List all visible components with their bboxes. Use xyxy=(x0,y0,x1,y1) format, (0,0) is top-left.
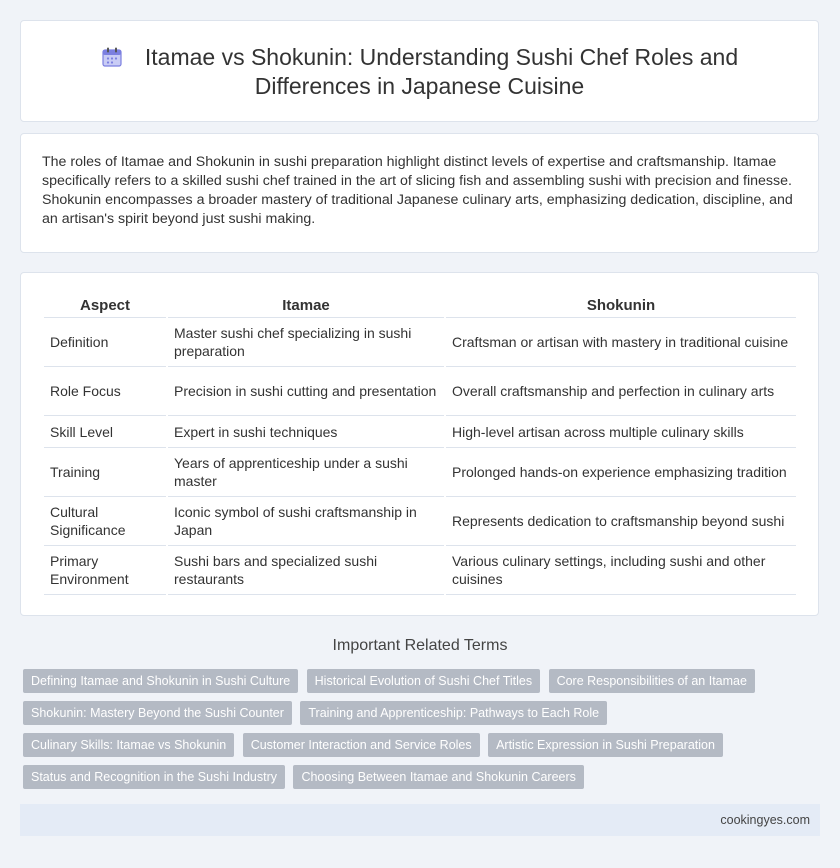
table-cell: Precision in sushi cutting and presentation xyxy=(168,367,444,416)
table-row xyxy=(44,367,796,416)
header-itamae: Itamae xyxy=(168,294,444,318)
title-card xyxy=(20,20,819,122)
table-cell: Training xyxy=(44,448,166,497)
related-term-tag[interactable]: Core Responsibilities of an Itamae xyxy=(549,669,755,693)
calendar-icon xyxy=(101,46,123,68)
page-title xyxy=(21,43,818,101)
related-term-tag[interactable]: Customer Interaction and Service Roles xyxy=(243,733,480,757)
table-cell: Master sushi chef specializing in sushi preparation xyxy=(168,318,444,367)
related-terms-title: Important Related Terms xyxy=(332,637,508,654)
table-cell: Years of apprenticeship under a sushi master xyxy=(168,448,444,497)
table-cell: Various culinary settings, including sushi and other cuisines xyxy=(446,546,796,595)
table-cell: High-level artisan across multiple culinary skills xyxy=(446,416,796,448)
table-cell: Sushi bars and specialized sushi restaurants xyxy=(168,546,444,595)
table-cell: Expert in sushi techniques xyxy=(168,416,444,448)
table-cell: Role Focus xyxy=(44,367,166,416)
intro-text: The roles of Itamae and Shokunin in sushi preparation highlight distinct levels of expertise and craftsmanship. Itamae specifically refers to a skilled sushi chef trained in the art of slicing fish and assembling sushi with precision and finesse. Shokunin encompasses a broader mastery of traditional Japanese culinary arts, emphasizing dedication, discipline, and an artisan's spirit beyond just sushi making. xyxy=(42,154,793,227)
table-cell: Iconic symbol of sushi craftsmanship in Japan xyxy=(168,497,444,546)
table-cell: Prolonged hands-on experience emphasizing tradition xyxy=(446,448,796,497)
header-aspect: Aspect xyxy=(44,294,166,318)
table-cell: Skill Level xyxy=(44,416,166,448)
related-term-tag[interactable]: Choosing Between Itamae and Shokunin Careers xyxy=(293,765,583,789)
comparison-table xyxy=(42,294,798,595)
table-row xyxy=(44,448,796,497)
related-term-tag[interactable]: Status and Recognition in the Sushi Industry xyxy=(23,765,285,789)
comparison-card xyxy=(20,272,819,616)
related-term-tag[interactable]: Shokunin: Mastery Beyond the Sushi Counter xyxy=(23,701,292,725)
table-cell: Craftsman or artisan with mastery in traditional cuisine xyxy=(446,318,796,367)
table-row xyxy=(44,497,796,546)
table-cell: Represents dedication to craftsmanship beyond sushi xyxy=(446,497,796,546)
table-row xyxy=(44,546,796,595)
related-term-tag[interactable]: Training and Apprenticeship: Pathways to Each Role xyxy=(300,701,607,725)
table-row xyxy=(44,318,796,367)
related-term-tag[interactable]: Culinary Skills: Itamae vs Shokunin xyxy=(23,733,234,757)
footer-site-link[interactable]: cookingyes.com xyxy=(720,813,810,827)
related-terms-list xyxy=(23,669,793,797)
footer xyxy=(20,804,820,836)
table-cell: Primary Environment xyxy=(44,546,166,595)
title-line-1: Itamae vs Shokunin: Understanding Sushi Chef Roles and xyxy=(144,44,739,70)
table-cell: Cultural Significance xyxy=(44,497,166,546)
table-header-row xyxy=(44,294,796,318)
intro-card xyxy=(20,133,819,253)
table-row xyxy=(44,416,796,448)
title-line-2: Differences in Japanese Cuisine xyxy=(254,73,585,99)
title-wrap xyxy=(21,43,818,101)
related-term-tag[interactable]: Artistic Expression in Sushi Preparation xyxy=(488,733,723,757)
table-cell: Overall craftsmanship and perfection in culinary arts xyxy=(446,367,796,416)
header-shokunin: Shokunin xyxy=(446,294,796,318)
table-cell: Definition xyxy=(44,318,166,367)
related-term-tag[interactable]: Defining Itamae and Shokunin in Sushi Culture xyxy=(23,669,298,693)
related-term-tag[interactable]: Historical Evolution of Sushi Chef Titles xyxy=(307,669,540,693)
